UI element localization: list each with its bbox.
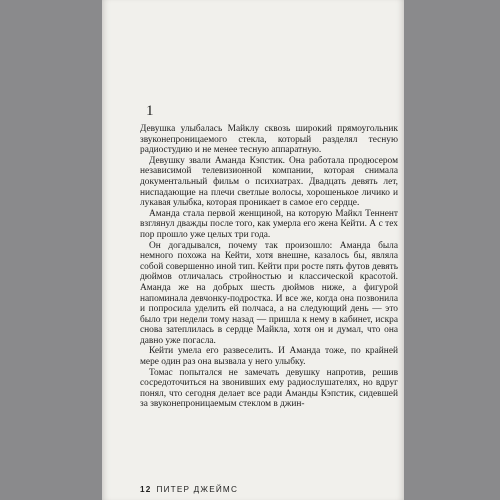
running-head-author: ПИТЕР ДЖЕЙМС: [156, 485, 239, 494]
paragraph: Кейти умела его развеселить. И Аманда тоже, по крайней мере один раз она вызвала у него улыбку.: [140, 346, 398, 368]
book-page: [102, 0, 404, 500]
page-footer: [140, 485, 238, 494]
paragraph: Девушку звали Аманда Кэпстик. Она работала продюсером независимой телевизионной компании, которая снимала документальный фильм о психиатрах. Двадцать девять лет, ниспадающие на плечи светлые волосы, хорошенькое личико и лукавая улыбка, которая проникает в самое его сердце.: [140, 155, 398, 209]
paragraph: Томас попытался не замечать девушку напротив, решив сосредоточиться на звонивших ему радиослушателях, но вдруг понял, что сегодня делает все ради Аманды Кэпстик, сидевшей за звуконепроницаемым стеклом в джин-: [140, 367, 398, 410]
page-number: 12: [140, 485, 152, 494]
paragraph: Аманда стала первой женщиной, на которую Майкл Теннент взглянул дважды после того, как умерла его жена Кейти. А с тех пор прошло уже целых три года.: [140, 208, 398, 240]
paragraph: Он догадывался, почему так произошло: Аманда была немного похожа на Кейти, хотя внешне, казалось бы, являла собой совершенно иной тип. Кейти при росте пять футов девять дюймов отличалась стройностью и классической красотой. Аманда же на добрых шесть дюймов ниже, а фигурой напоминала девчонку-подростка. И все же, когда она позвонила и попросила уделить ей полчаса, а на следующий день — это было три недели тому назад — пришла к нему в кабинет, искра снова затеплилась в сердце Майкла, хотя он и думал, что она давно уже погасла.: [140, 240, 398, 346]
chapter-number: 1: [146, 103, 154, 119]
paragraph: Девушка улыбалась Майклу сквозь широкий прямоугольник звуконепроницаемого стекла, который разделял тесную радиостудию и не менее тесную аппаратную.: [140, 124, 398, 156]
body-text: [140, 124, 398, 410]
